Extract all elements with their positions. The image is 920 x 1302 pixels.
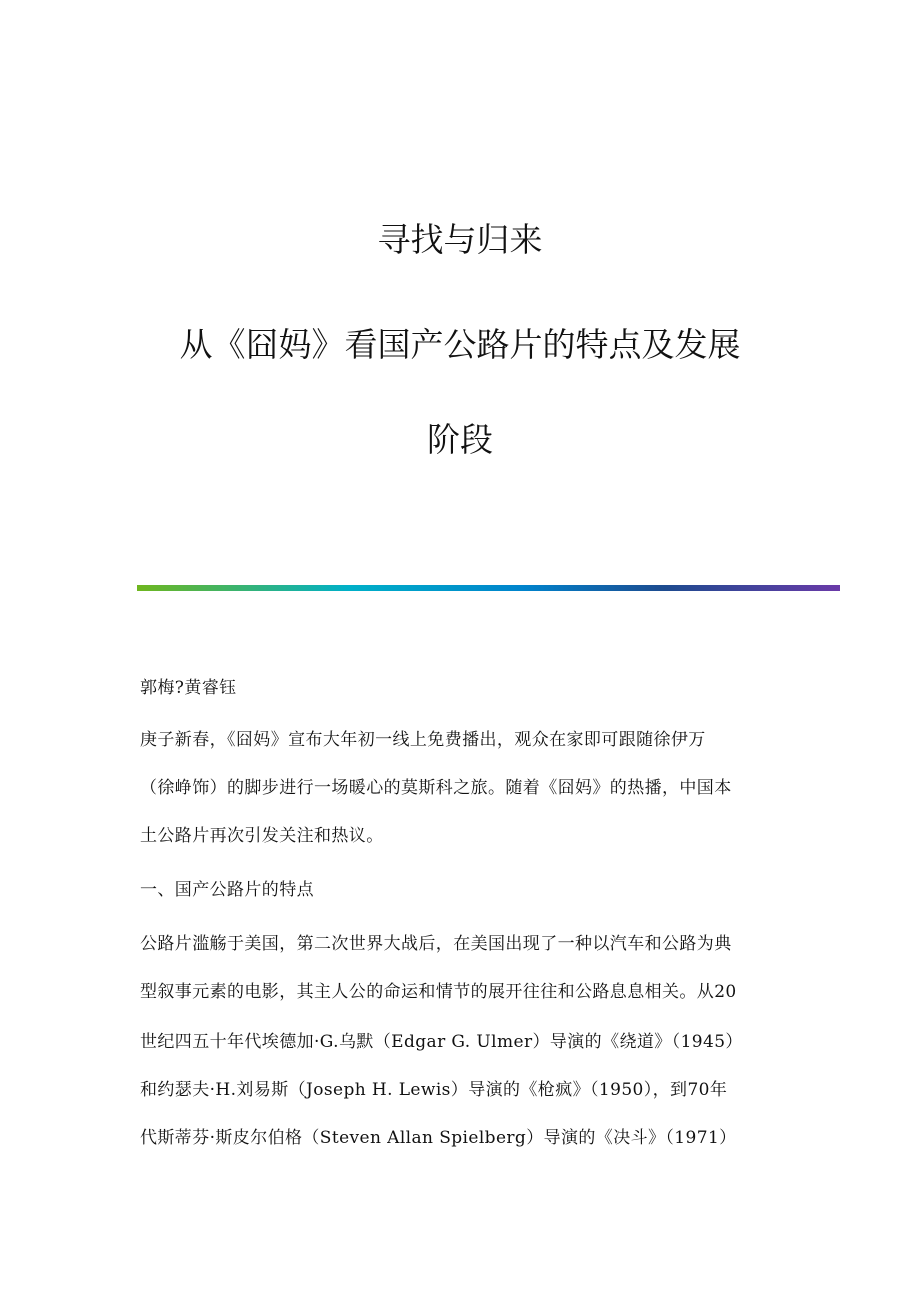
title-line-2: 从《囧妈》看国产公路片的特点及发展 <box>179 325 741 364</box>
paragraph-1-line: （徐峥饰）的脚步进行一场暖心的莫斯科之旅。随着《囧妈》的热播，中国本 <box>140 778 732 798</box>
gradient-divider <box>137 585 840 591</box>
paragraph-1-line: 庚子新春，《囧妈》宣布大年初一线上免费播出，观众在家即可跟随徐伊万 <box>140 730 706 750</box>
title-line-3: 阶段 <box>427 420 493 459</box>
paragraph-2-line: 代斯蒂芬·斯皮尔伯格（Steven Allan Spielberg）导演的《决斗》（1971） <box>140 1128 737 1148</box>
paragraph-2-line: 世纪四五十年代埃德加·G.乌默（Edgar G. Ulmer）导演的《绕道》（1945） <box>140 1032 743 1052</box>
section-heading: 一、国产公路片的特点 <box>140 880 314 900</box>
paragraph-1-line: 土公路片再次引发关注和热议。 <box>140 826 384 846</box>
paragraph-2-line: 型叙事元素的电影，其主人公的命运和情节的展开往往和公路息息相关。从20 <box>140 982 737 1002</box>
paragraph-2-line: 公路片滥觞于美国，第二次世界大战后，在美国出现了一种以汽车和公路为典 <box>140 934 732 954</box>
authors: 郭梅?黄睿钰 <box>140 678 237 698</box>
title-line-1: 寻找与归来 <box>377 220 543 259</box>
paragraph-2-line: 和约瑟夫·H.刘易斯（Joseph H. Lewis）导演的《枪疯》（1950），到70年 <box>140 1080 728 1100</box>
